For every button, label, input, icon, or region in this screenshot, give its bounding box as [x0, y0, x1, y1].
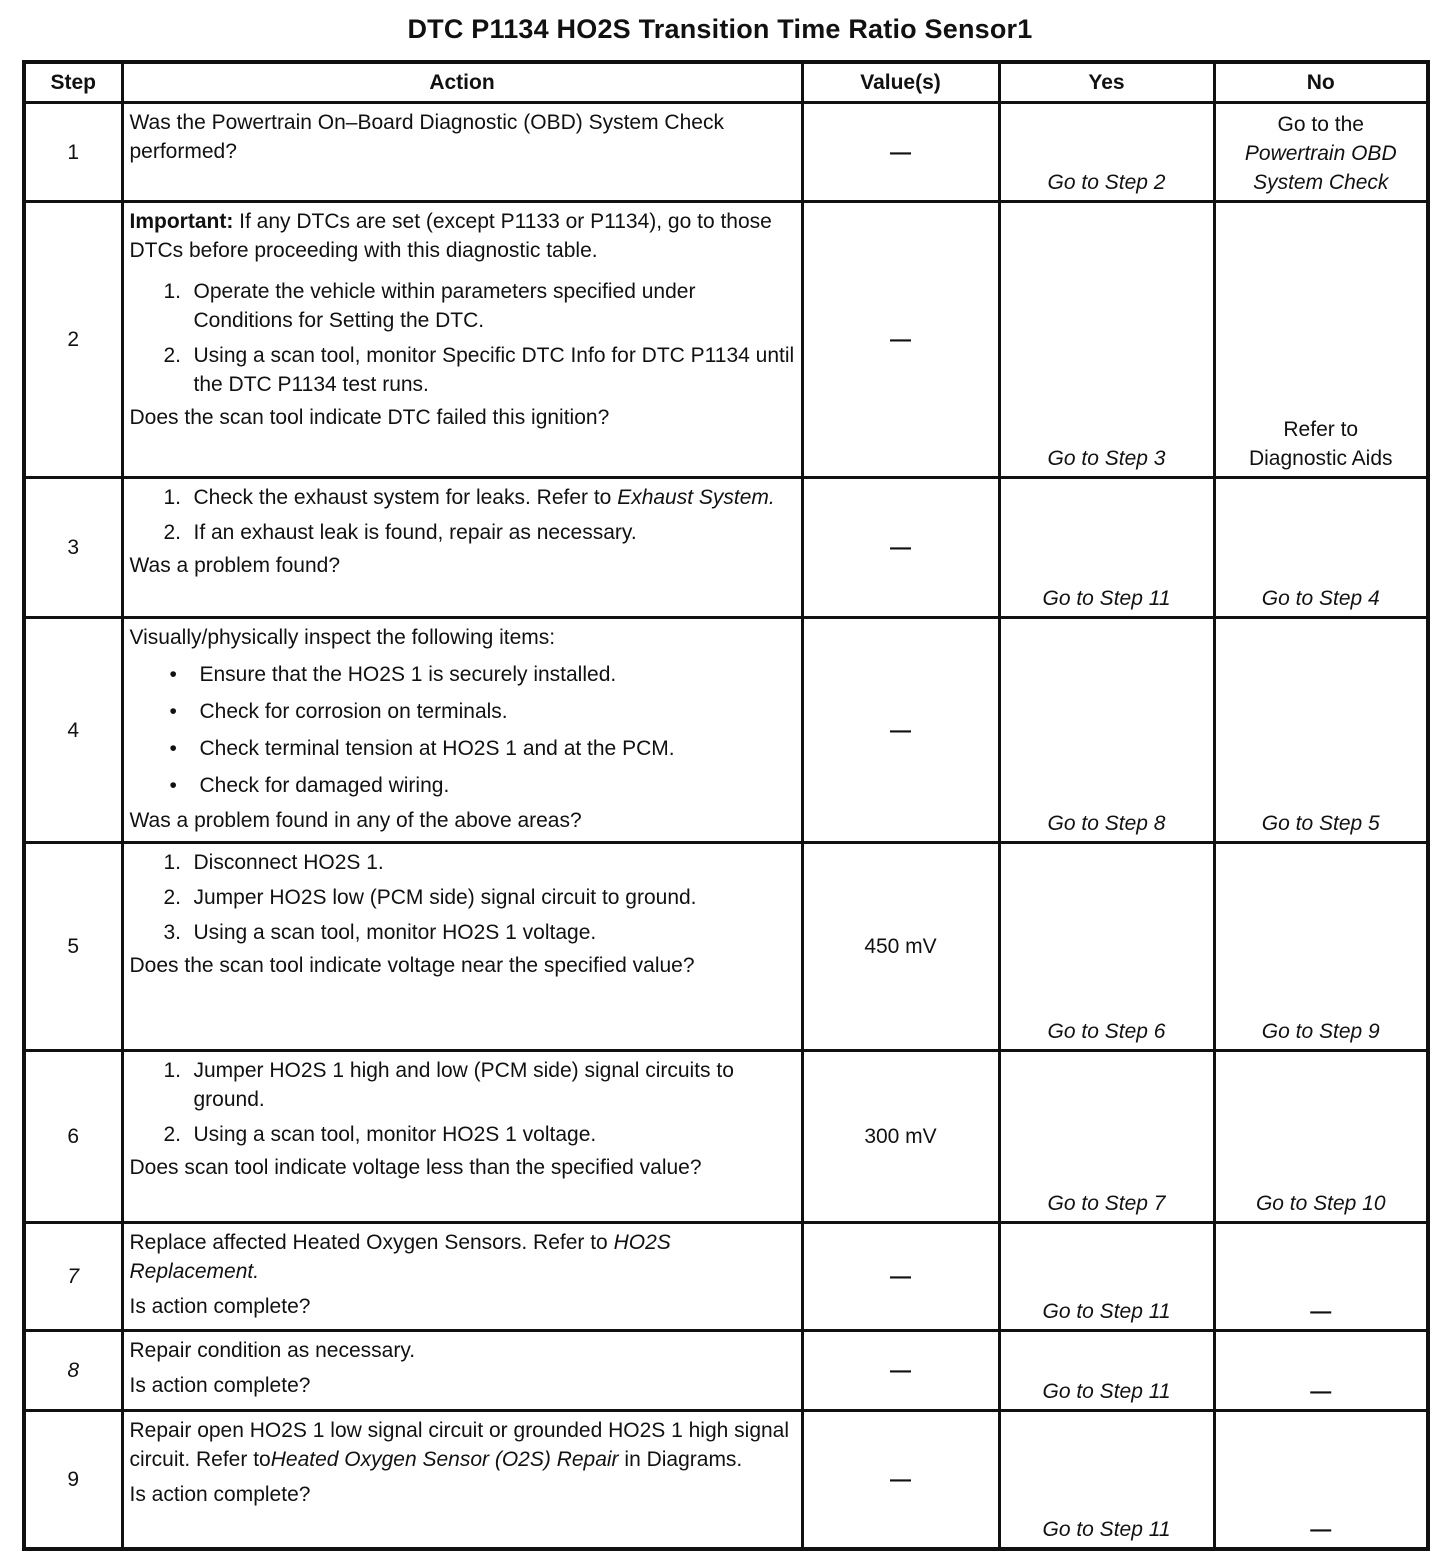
numbered-item: 2. Jumper HO2S low (PCM side) signal circuit to ground. — [163, 886, 697, 909]
punctuation: . — [253, 1260, 260, 1283]
step-number: 7 — [24, 1223, 122, 1331]
numbered-item-text: Operate the vehicle within parameters specified under Conditions for Setting the DTC. — [193, 280, 696, 332]
action-cell — [122, 1223, 802, 1331]
numbered-item: 1. Disconnect HO2S 1. — [163, 851, 384, 874]
header-action: Action — [122, 62, 802, 103]
header-yes: Yes — [999, 62, 1214, 103]
numbered-item: 2. Using a scan tool, monitor HO2S 1 voltage. — [163, 1123, 597, 1146]
action-cell — [122, 618, 802, 843]
action-question: Was the Powertrain On–Board Diagnostic (OBD) System Check performed? — [129, 111, 724, 163]
numbered-item: 1. Jumper HO2S 1 high and low (PCM side) signal circuits to ground. — [163, 1059, 734, 1111]
step-number: 8 — [24, 1331, 122, 1411]
yes-cell: Go to Step 2 — [999, 103, 1214, 202]
action-question: Does the scan tool indicate voltage near the specified value? — [129, 954, 695, 977]
numbered-item-text: Using a scan tool, monitor HO2S 1 voltage. — [193, 921, 597, 944]
numbered-item-text: If an exhaust leak is found, repair as necessary. — [193, 521, 637, 544]
value-dash: — — [890, 1467, 911, 1491]
step-number: 6 — [24, 1051, 122, 1223]
no-line: Diagnostic Aids — [1248, 447, 1393, 470]
numbered-item: 3. Using a scan tool, monitor HO2S 1 voltage. — [163, 921, 597, 944]
numbered-item: 2. Using a scan tool, monitor Specific DTC Info for DTC P1134 until the DTC P1134 test runs. — [163, 344, 795, 396]
step-number: 3 — [24, 478, 122, 618]
bullet-item: • Check for corrosion on terminals. — [169, 700, 508, 723]
no-cell — [1214, 1223, 1428, 1331]
action-text — [130, 1416, 795, 1474]
no-cell — [1214, 103, 1428, 202]
step-number: 5 — [24, 843, 122, 1051]
value-cell: 450 mV — [802, 843, 999, 1051]
bullet-item: • Ensure that the HO2S 1 is securely installed. — [169, 663, 617, 686]
table-row — [24, 478, 1428, 618]
value-cell — [802, 1411, 999, 1549]
value-dash: — — [890, 140, 911, 164]
step-number: 4 — [24, 618, 122, 843]
bullet-text: Check for damaged wiring. — [199, 774, 450, 797]
value-cell — [802, 1331, 999, 1411]
important-note — [130, 207, 795, 265]
numbered-item-text: Jumper HO2S low (PCM side) signal circuit to ground. — [193, 886, 697, 909]
bullet-item: • Check for damaged wiring. — [169, 774, 450, 797]
numbered-item-text: Using a scan tool, monitor HO2S 1 voltage. — [193, 1123, 597, 1146]
action-cell — [122, 843, 802, 1051]
no-line: Powertrain OBD — [1244, 142, 1397, 165]
action-cell — [122, 1051, 802, 1223]
action-cell — [122, 202, 802, 478]
action-text: Repair condition as necessary. — [129, 1339, 416, 1362]
header-no: No — [1214, 62, 1428, 103]
table-row — [24, 103, 1428, 202]
action-text — [130, 1228, 795, 1286]
bullet-text: Check terminal tension at HO2S 1 and at the PCM. — [199, 737, 675, 760]
no-dash: — — [1310, 1380, 1332, 1403]
no-cell: Go to Step 5 — [1214, 618, 1428, 843]
no-cell: Go to Step 9 — [1214, 843, 1428, 1051]
table-row — [24, 618, 1428, 843]
table-row — [24, 843, 1428, 1051]
action-cell — [122, 478, 802, 618]
yes-cell: Go to Step 7 — [999, 1051, 1214, 1223]
value-dash: — — [890, 328, 911, 351]
numbered-item-text: Using a scan tool, monitor Specific DTC Info for DTC P1134 until the DTC P1134 test runs. — [193, 344, 795, 396]
no-line: Refer to — [1283, 418, 1359, 441]
bullet-text: Ensure that the HO2S 1 is securely installed. — [199, 663, 617, 686]
diagnostic-table — [22, 60, 1430, 1551]
action-cell — [122, 1411, 802, 1549]
table-row — [24, 1411, 1428, 1549]
numbered-item-text: Disconnect HO2S 1. — [193, 851, 384, 874]
step-number: 2 — [24, 202, 122, 478]
value-dash: — — [890, 536, 911, 559]
header-row — [24, 62, 1428, 103]
action-question: Is action complete? — [129, 1374, 311, 1397]
action-text-end: in Diagrams. — [618, 1448, 743, 1471]
reference-link: Exhaust System — [617, 486, 769, 509]
yes-cell: Go to Step 11 — [999, 1411, 1214, 1549]
page-title: DTC P1134 HO2S Transition Time Ratio Sensor1 — [407, 14, 1033, 44]
no-line: Go to the — [1277, 113, 1364, 136]
value-cell — [802, 618, 999, 843]
no-dash: — — [1310, 1300, 1332, 1323]
action-cell — [122, 1331, 802, 1411]
yes-cell: Go to Step 6 — [999, 843, 1214, 1051]
yes-cell: Go to Step 11 — [999, 1223, 1214, 1331]
no-cell: Go to Step 10 — [1214, 1051, 1428, 1223]
step-number: 1 — [24, 103, 122, 202]
yes-cell: Go to Step 8 — [999, 618, 1214, 843]
bullet-item: • Check terminal tension at HO2S 1 and at the PCM. — [169, 737, 675, 760]
no-cell — [1214, 1411, 1428, 1549]
reference-link: Heated Oxygen Sensor (O2S) Repair — [270, 1448, 619, 1471]
yes-cell: Go to Step 11 — [999, 478, 1214, 618]
no-line: System Check — [1253, 171, 1389, 194]
table-row — [24, 1051, 1428, 1223]
diagnostic-table-container — [22, 60, 1426, 1551]
step-number: 9 — [24, 1411, 122, 1549]
important-text: If any DTCs are set (except P1133 or P1134), go to those DTCs before proceeding with this diagnostic table. — [129, 210, 772, 262]
action-question: Was a problem found in any of the above areas? — [129, 809, 582, 832]
yes-cell: Go to Step 3 — [999, 202, 1214, 478]
numbered-item-text: Check the exhaust system for leaks. Refer to — [193, 486, 618, 509]
no-cell — [1214, 1331, 1428, 1411]
value-dash: — — [890, 718, 911, 742]
numbered-item-text: Jumper HO2S 1 high and low (PCM side) signal circuits to ground. — [193, 1059, 734, 1111]
numbered-item: 2. If an exhaust leak is found, repair as necessary. — [163, 521, 637, 544]
action-question: Does the scan tool indicate DTC failed this ignition? — [129, 406, 610, 429]
punctuation: . — [768, 486, 775, 509]
action-question: Was a problem found? — [129, 554, 341, 577]
value-cell — [802, 478, 999, 618]
no-dash: — — [1310, 1517, 1332, 1541]
numbered-item: 1. Check the exhaust system for leaks. Refer to Exhaust System. — [163, 486, 775, 509]
numbered-item: 1. Operate the vehicle within parameters specified under Conditions for Setting the DTC. — [163, 280, 696, 332]
bullet-text: Check for corrosion on terminals. — [199, 700, 508, 723]
header-step: Step — [24, 62, 122, 103]
value-cell — [802, 103, 999, 202]
action-question: Is action complete? — [129, 1483, 311, 1506]
important-label: Important: — [129, 210, 234, 233]
action-question: Does scan tool indicate voltage less than the specified value? — [129, 1156, 702, 1179]
action-intro: Visually/physically inspect the following items: — [129, 626, 556, 649]
no-cell — [1214, 202, 1428, 478]
value-cell — [802, 1223, 999, 1331]
action-question: Is action complete? — [129, 1295, 311, 1318]
no-cell: Go to Step 4 — [1214, 478, 1428, 618]
value-dash: — — [890, 1359, 911, 1382]
action-cell — [122, 103, 802, 202]
yes-cell: Go to Step 11 — [999, 1331, 1214, 1411]
table-row — [24, 1331, 1428, 1411]
header-values: Value(s) — [802, 62, 999, 103]
value-dash: — — [890, 1265, 911, 1288]
value-cell — [802, 202, 999, 478]
value-cell: 300 mV — [802, 1051, 999, 1223]
action-text-body: Repair open HO2S 1 low signal circuit or grounded HO2S 1 high signal circuit. Refer to — [129, 1419, 790, 1471]
table-row — [24, 202, 1428, 478]
table-row — [24, 1223, 1428, 1331]
reference-link: HO2S Replacement — [129, 1231, 671, 1283]
action-text-body: Replace affected Heated Oxygen Sensors. Refer to — [129, 1231, 614, 1254]
